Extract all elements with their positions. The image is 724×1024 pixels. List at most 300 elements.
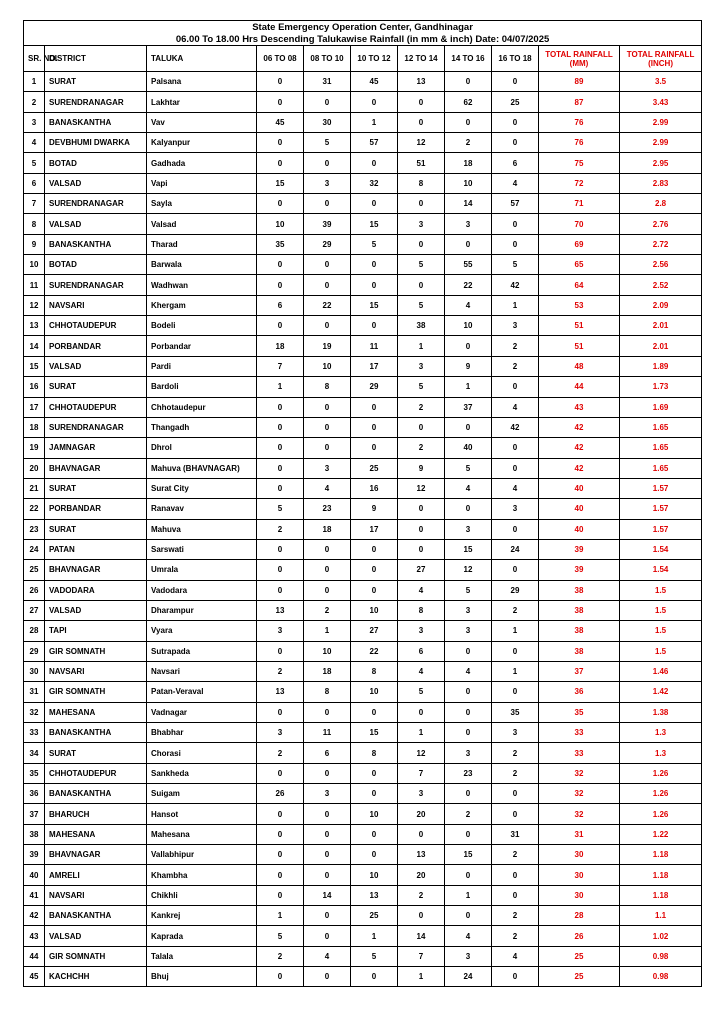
cell-08-to-10: 18 xyxy=(304,661,351,681)
cell-total-inch: 1.89 xyxy=(620,356,702,376)
cell-total-inch: 2.99 xyxy=(620,133,702,153)
cell-06-to-08: 0 xyxy=(257,967,304,987)
cell-sr-no: 4 xyxy=(24,133,45,153)
cell-08-to-10: 4 xyxy=(304,946,351,966)
cell-total-inch: 2.99 xyxy=(620,112,702,132)
cell-14-to-16: 55 xyxy=(445,255,492,275)
cell-08-to-10: 8 xyxy=(304,377,351,397)
cell-total-mm: 38 xyxy=(539,600,620,620)
cell-total-inch: 1.5 xyxy=(620,600,702,620)
cell-14-to-16: 0 xyxy=(445,824,492,844)
cell-16-to-18: 0 xyxy=(492,214,539,234)
cell-taluka: Barwala xyxy=(147,255,257,275)
cell-16-to-18: 0 xyxy=(492,967,539,987)
cell-14-to-16: 23 xyxy=(445,763,492,783)
cell-14-to-16: 14 xyxy=(445,194,492,214)
cell-district: BHAVNAGAR xyxy=(45,458,147,478)
col-header-district: DISTRICT xyxy=(45,46,147,72)
cell-08-to-10: 11 xyxy=(304,723,351,743)
col-header-total-mm: TOTAL RAINFALL (MM) xyxy=(539,46,620,72)
table-row xyxy=(24,478,702,498)
table-header xyxy=(24,21,702,72)
cell-16-to-18: 3 xyxy=(492,499,539,519)
cell-12-to-14: 5 xyxy=(398,377,445,397)
cell-12-to-14: 27 xyxy=(398,560,445,580)
cell-district: BHAVNAGAR xyxy=(45,845,147,865)
cell-12-to-14: 38 xyxy=(398,316,445,336)
cell-district: CHHOTAUDEPUR xyxy=(45,316,147,336)
cell-total-mm: 42 xyxy=(539,417,620,437)
cell-12-to-14: 1 xyxy=(398,967,445,987)
cell-total-inch: 1.18 xyxy=(620,845,702,865)
cell-06-to-08: 0 xyxy=(257,539,304,559)
table-row xyxy=(24,377,702,397)
cell-06-to-08: 0 xyxy=(257,316,304,336)
cell-14-to-16: 2 xyxy=(445,804,492,824)
cell-10-to-12: 17 xyxy=(351,519,398,539)
cell-taluka: Bhuj xyxy=(147,967,257,987)
cell-12-to-14: 12 xyxy=(398,478,445,498)
table-row xyxy=(24,580,702,600)
cell-16-to-18: 4 xyxy=(492,173,539,193)
cell-14-to-16: 24 xyxy=(445,967,492,987)
cell-16-to-18: 4 xyxy=(492,946,539,966)
cell-total-mm: 38 xyxy=(539,580,620,600)
cell-06-to-08: 2 xyxy=(257,661,304,681)
cell-08-to-10: 0 xyxy=(304,153,351,173)
cell-06-to-08: 5 xyxy=(257,499,304,519)
cell-12-to-14: 5 xyxy=(398,255,445,275)
cell-total-mm: 30 xyxy=(539,885,620,905)
cell-08-to-10: 0 xyxy=(304,906,351,926)
cell-14-to-16: 40 xyxy=(445,438,492,458)
cell-district: VALSAD xyxy=(45,173,147,193)
cell-10-to-12: 15 xyxy=(351,214,398,234)
cell-total-mm: 76 xyxy=(539,112,620,132)
cell-taluka: Khergam xyxy=(147,295,257,315)
cell-total-mm: 64 xyxy=(539,275,620,295)
cell-district: SURENDRANAGAR xyxy=(45,92,147,112)
cell-sr-no: 14 xyxy=(24,336,45,356)
column-header-row xyxy=(24,46,702,72)
table-row xyxy=(24,539,702,559)
table-row xyxy=(24,723,702,743)
table-row xyxy=(24,173,702,193)
cell-taluka: Vallabhipur xyxy=(147,845,257,865)
cell-10-to-12: 5 xyxy=(351,946,398,966)
cell-10-to-12: 25 xyxy=(351,906,398,926)
cell-12-to-14: 0 xyxy=(398,906,445,926)
cell-12-to-14: 4 xyxy=(398,661,445,681)
table-row xyxy=(24,438,702,458)
cell-taluka: Vav xyxy=(147,112,257,132)
cell-12-to-14: 6 xyxy=(398,641,445,661)
cell-08-to-10: 0 xyxy=(304,926,351,946)
cell-taluka: Mahesana xyxy=(147,824,257,844)
cell-06-to-08: 0 xyxy=(257,845,304,865)
cell-16-to-18: 6 xyxy=(492,153,539,173)
col-header-total-inch: TOTAL RAINFALL (INCH) xyxy=(620,46,702,72)
cell-14-to-16: 0 xyxy=(445,336,492,356)
cell-total-mm: 72 xyxy=(539,173,620,193)
cell-total-inch: 1.22 xyxy=(620,824,702,844)
cell-10-to-12: 0 xyxy=(351,194,398,214)
cell-total-mm: 30 xyxy=(539,845,620,865)
cell-taluka: Valsad xyxy=(147,214,257,234)
cell-total-mm: 87 xyxy=(539,92,620,112)
cell-06-to-08: 0 xyxy=(257,275,304,295)
cell-16-to-18: 0 xyxy=(492,377,539,397)
cell-sr-no: 45 xyxy=(24,967,45,987)
cell-08-to-10: 0 xyxy=(304,539,351,559)
cell-district: TAPI xyxy=(45,621,147,641)
cell-total-inch: 1.69 xyxy=(620,397,702,417)
cell-08-to-10: 3 xyxy=(304,458,351,478)
cell-12-to-14: 0 xyxy=(398,417,445,437)
cell-sr-no: 42 xyxy=(24,906,45,926)
cell-06-to-08: 0 xyxy=(257,560,304,580)
cell-total-mm: 39 xyxy=(539,539,620,559)
cell-16-to-18: 57 xyxy=(492,194,539,214)
table-row xyxy=(24,560,702,580)
cell-14-to-16: 18 xyxy=(445,153,492,173)
table-row xyxy=(24,295,702,315)
cell-08-to-10: 10 xyxy=(304,641,351,661)
cell-total-inch: 1.57 xyxy=(620,478,702,498)
cell-10-to-12: 0 xyxy=(351,417,398,437)
cell-taluka: Kankrej xyxy=(147,906,257,926)
cell-08-to-10: 4 xyxy=(304,478,351,498)
cell-14-to-16: 4 xyxy=(445,661,492,681)
cell-taluka: Mahuva (BHAVNAGAR) xyxy=(147,458,257,478)
cell-10-to-12: 0 xyxy=(351,967,398,987)
cell-10-to-12: 10 xyxy=(351,600,398,620)
cell-sr-no: 7 xyxy=(24,194,45,214)
cell-taluka: Pardi xyxy=(147,356,257,376)
cell-06-to-08: 35 xyxy=(257,234,304,254)
cell-sr-no: 34 xyxy=(24,743,45,763)
cell-16-to-18: 0 xyxy=(492,112,539,132)
cell-16-to-18: 0 xyxy=(492,804,539,824)
cell-10-to-12: 0 xyxy=(351,539,398,559)
cell-14-to-16: 1 xyxy=(445,377,492,397)
cell-total-mm: 31 xyxy=(539,824,620,844)
cell-sr-no: 36 xyxy=(24,784,45,804)
cell-14-to-16: 3 xyxy=(445,743,492,763)
cell-12-to-14: 5 xyxy=(398,682,445,702)
cell-district: PATAN xyxy=(45,539,147,559)
cell-sr-no: 13 xyxy=(24,316,45,336)
cell-taluka: Vapi xyxy=(147,173,257,193)
cell-12-to-14: 3 xyxy=(398,621,445,641)
cell-taluka: Hansot xyxy=(147,804,257,824)
cell-06-to-08: 0 xyxy=(257,133,304,153)
table-row xyxy=(24,214,702,234)
cell-06-to-08: 26 xyxy=(257,784,304,804)
cell-taluka: Talala xyxy=(147,946,257,966)
cell-10-to-12: 8 xyxy=(351,661,398,681)
cell-district: NAVSARI xyxy=(45,661,147,681)
cell-total-inch: 2.01 xyxy=(620,316,702,336)
cell-06-to-08: 3 xyxy=(257,621,304,641)
cell-14-to-16: 22 xyxy=(445,275,492,295)
cell-district: PORBANDAR xyxy=(45,499,147,519)
cell-sr-no: 5 xyxy=(24,153,45,173)
cell-total-mm: 76 xyxy=(539,133,620,153)
report-title: State Emergency Operation Center, Gandhinagar xyxy=(24,21,702,34)
cell-12-to-14: 8 xyxy=(398,173,445,193)
table-row xyxy=(24,112,702,132)
cell-district: GIR SOMNATH xyxy=(45,641,147,661)
cell-taluka: Kalyanpur xyxy=(147,133,257,153)
cell-total-inch: 1.65 xyxy=(620,458,702,478)
cell-08-to-10: 1 xyxy=(304,621,351,641)
cell-taluka: Lakhtar xyxy=(147,92,257,112)
cell-total-inch: 2.8 xyxy=(620,194,702,214)
cell-16-to-18: 2 xyxy=(492,600,539,620)
cell-total-mm: 38 xyxy=(539,641,620,661)
table-row xyxy=(24,417,702,437)
table-row xyxy=(24,906,702,926)
table-row xyxy=(24,194,702,214)
cell-12-to-14: 3 xyxy=(398,356,445,376)
cell-district: AMRELI xyxy=(45,865,147,885)
cell-sr-no: 30 xyxy=(24,661,45,681)
cell-total-inch: 1.26 xyxy=(620,804,702,824)
cell-district: SURAT xyxy=(45,478,147,498)
cell-sr-no: 17 xyxy=(24,397,45,417)
cell-total-mm: 33 xyxy=(539,723,620,743)
cell-06-to-08: 7 xyxy=(257,356,304,376)
cell-taluka: Vadnagar xyxy=(147,702,257,722)
cell-16-to-18: 1 xyxy=(492,621,539,641)
cell-total-inch: 2.95 xyxy=(620,153,702,173)
cell-12-to-14: 0 xyxy=(398,499,445,519)
cell-taluka: Sankheda xyxy=(147,763,257,783)
cell-sr-no: 23 xyxy=(24,519,45,539)
cell-08-to-10: 0 xyxy=(304,397,351,417)
report-subtitle: 06.00 To 18.00 Hrs Descending Talukawise Rainfall (in mm & inch) Date: 04/07/2025 xyxy=(24,33,702,46)
cell-taluka: Dhrol xyxy=(147,438,257,458)
cell-14-to-16: 0 xyxy=(445,72,492,92)
cell-16-to-18: 0 xyxy=(492,641,539,661)
cell-12-to-14: 0 xyxy=(398,92,445,112)
cell-08-to-10: 0 xyxy=(304,865,351,885)
cell-14-to-16: 3 xyxy=(445,946,492,966)
table-row xyxy=(24,153,702,173)
cell-taluka: Umrala xyxy=(147,560,257,580)
cell-taluka: Mahuva xyxy=(147,519,257,539)
cell-taluka: Vadodara xyxy=(147,580,257,600)
cell-total-inch: 1.02 xyxy=(620,926,702,946)
cell-taluka: Sarswati xyxy=(147,539,257,559)
cell-sr-no: 11 xyxy=(24,275,45,295)
cell-16-to-18: 2 xyxy=(492,763,539,783)
cell-taluka: Sutrapada xyxy=(147,641,257,661)
cell-16-to-18: 31 xyxy=(492,824,539,844)
cell-total-mm: 43 xyxy=(539,397,620,417)
cell-14-to-16: 0 xyxy=(445,112,492,132)
cell-08-to-10: 0 xyxy=(304,438,351,458)
cell-total-mm: 70 xyxy=(539,214,620,234)
table-row xyxy=(24,865,702,885)
cell-total-mm: 40 xyxy=(539,499,620,519)
cell-10-to-12: 25 xyxy=(351,458,398,478)
cell-sr-no: 27 xyxy=(24,600,45,620)
cell-district: SURAT xyxy=(45,72,147,92)
cell-total-inch: 3.5 xyxy=(620,72,702,92)
cell-10-to-12: 27 xyxy=(351,621,398,641)
cell-10-to-12: 8 xyxy=(351,743,398,763)
cell-12-to-14: 20 xyxy=(398,865,445,885)
cell-16-to-18: 3 xyxy=(492,723,539,743)
cell-taluka: Porbandar xyxy=(147,336,257,356)
cell-sr-no: 19 xyxy=(24,438,45,458)
cell-06-to-08: 45 xyxy=(257,112,304,132)
cell-sr-no: 18 xyxy=(24,417,45,437)
cell-06-to-08: 2 xyxy=(257,519,304,539)
cell-10-to-12: 10 xyxy=(351,804,398,824)
cell-06-to-08: 0 xyxy=(257,804,304,824)
cell-08-to-10: 29 xyxy=(304,234,351,254)
cell-16-to-18: 24 xyxy=(492,539,539,559)
cell-12-to-14: 12 xyxy=(398,133,445,153)
table-row xyxy=(24,946,702,966)
cell-district: BOTAD xyxy=(45,255,147,275)
table-row xyxy=(24,661,702,681)
cell-06-to-08: 10 xyxy=(257,214,304,234)
cell-sr-no: 25 xyxy=(24,560,45,580)
cell-14-to-16: 0 xyxy=(445,702,492,722)
cell-10-to-12: 0 xyxy=(351,845,398,865)
cell-10-to-12: 0 xyxy=(351,560,398,580)
cell-12-to-14: 1 xyxy=(398,336,445,356)
col-header-16-to-18: 16 TO 18 xyxy=(492,46,539,72)
cell-16-to-18: 0 xyxy=(492,519,539,539)
table-row xyxy=(24,336,702,356)
cell-16-to-18: 0 xyxy=(492,234,539,254)
cell-16-to-18: 0 xyxy=(492,865,539,885)
cell-total-inch: 1.57 xyxy=(620,519,702,539)
cell-14-to-16: 10 xyxy=(445,173,492,193)
cell-12-to-14: 0 xyxy=(398,539,445,559)
cell-sr-no: 16 xyxy=(24,377,45,397)
cell-16-to-18: 0 xyxy=(492,682,539,702)
cell-12-to-14: 9 xyxy=(398,458,445,478)
table-row xyxy=(24,499,702,519)
cell-district: SURENDRANAGAR xyxy=(45,275,147,295)
cell-16-to-18: 4 xyxy=(492,397,539,417)
cell-08-to-10: 23 xyxy=(304,499,351,519)
cell-12-to-14: 8 xyxy=(398,600,445,620)
cell-12-to-14: 0 xyxy=(398,519,445,539)
cell-10-to-12: 16 xyxy=(351,478,398,498)
cell-sr-no: 28 xyxy=(24,621,45,641)
cell-total-inch: 1.42 xyxy=(620,682,702,702)
cell-12-to-14: 7 xyxy=(398,763,445,783)
cell-14-to-16: 3 xyxy=(445,214,492,234)
table-row xyxy=(24,743,702,763)
cell-total-mm: 42 xyxy=(539,458,620,478)
cell-district: BOTAD xyxy=(45,153,147,173)
cell-sr-no: 32 xyxy=(24,702,45,722)
table-row xyxy=(24,316,702,336)
table-row xyxy=(24,763,702,783)
cell-sr-no: 33 xyxy=(24,723,45,743)
cell-district: BANASKANTHA xyxy=(45,784,147,804)
cell-06-to-08: 13 xyxy=(257,682,304,702)
table-row xyxy=(24,600,702,620)
cell-08-to-10: 0 xyxy=(304,845,351,865)
cell-12-to-14: 0 xyxy=(398,824,445,844)
cell-14-to-16: 0 xyxy=(445,906,492,926)
cell-10-to-12: 0 xyxy=(351,397,398,417)
cell-08-to-10: 5 xyxy=(304,133,351,153)
cell-10-to-12: 0 xyxy=(351,92,398,112)
table-row xyxy=(24,234,702,254)
cell-10-to-12: 45 xyxy=(351,72,398,92)
cell-taluka: Vyara xyxy=(147,621,257,641)
cell-12-to-14: 0 xyxy=(398,702,445,722)
cell-taluka: Chhotaudepur xyxy=(147,397,257,417)
cell-08-to-10: 0 xyxy=(304,580,351,600)
cell-16-to-18: 2 xyxy=(492,743,539,763)
cell-06-to-08: 18 xyxy=(257,336,304,356)
cell-06-to-08: 0 xyxy=(257,92,304,112)
cell-08-to-10: 0 xyxy=(304,92,351,112)
table-row xyxy=(24,682,702,702)
cell-total-mm: 71 xyxy=(539,194,620,214)
cell-16-to-18: 25 xyxy=(492,92,539,112)
cell-14-to-16: 0 xyxy=(445,641,492,661)
cell-district: DEVBHUMI DWARKA xyxy=(45,133,147,153)
cell-10-to-12: 0 xyxy=(351,153,398,173)
cell-district: SURENDRANAGAR xyxy=(45,417,147,437)
cell-total-mm: 28 xyxy=(539,906,620,926)
cell-16-to-18: 4 xyxy=(492,478,539,498)
cell-sr-no: 10 xyxy=(24,255,45,275)
cell-sr-no: 15 xyxy=(24,356,45,376)
cell-total-inch: 0.98 xyxy=(620,946,702,966)
cell-total-inch: 2.01 xyxy=(620,336,702,356)
cell-taluka: Thangadh xyxy=(147,417,257,437)
cell-10-to-12: 57 xyxy=(351,133,398,153)
cell-taluka: Dharampur xyxy=(147,600,257,620)
table-row xyxy=(24,845,702,865)
cell-total-mm: 40 xyxy=(539,478,620,498)
cell-08-to-10: 6 xyxy=(304,743,351,763)
cell-taluka: Bardoli xyxy=(147,377,257,397)
cell-12-to-14: 12 xyxy=(398,743,445,763)
cell-district: SURAT xyxy=(45,519,147,539)
cell-14-to-16: 3 xyxy=(445,621,492,641)
cell-district: VALSAD xyxy=(45,356,147,376)
cell-08-to-10: 0 xyxy=(304,316,351,336)
cell-total-inch: 2.56 xyxy=(620,255,702,275)
cell-06-to-08: 0 xyxy=(257,397,304,417)
cell-12-to-14: 20 xyxy=(398,804,445,824)
cell-taluka: Chorasi xyxy=(147,743,257,763)
cell-12-to-14: 14 xyxy=(398,926,445,946)
cell-08-to-10: 0 xyxy=(304,804,351,824)
cell-16-to-18: 1 xyxy=(492,295,539,315)
cell-12-to-14: 4 xyxy=(398,580,445,600)
cell-10-to-12: 10 xyxy=(351,865,398,885)
cell-10-to-12: 10 xyxy=(351,682,398,702)
cell-14-to-16: 2 xyxy=(445,133,492,153)
cell-district: BANASKANTHA xyxy=(45,723,147,743)
cell-14-to-16: 0 xyxy=(445,417,492,437)
